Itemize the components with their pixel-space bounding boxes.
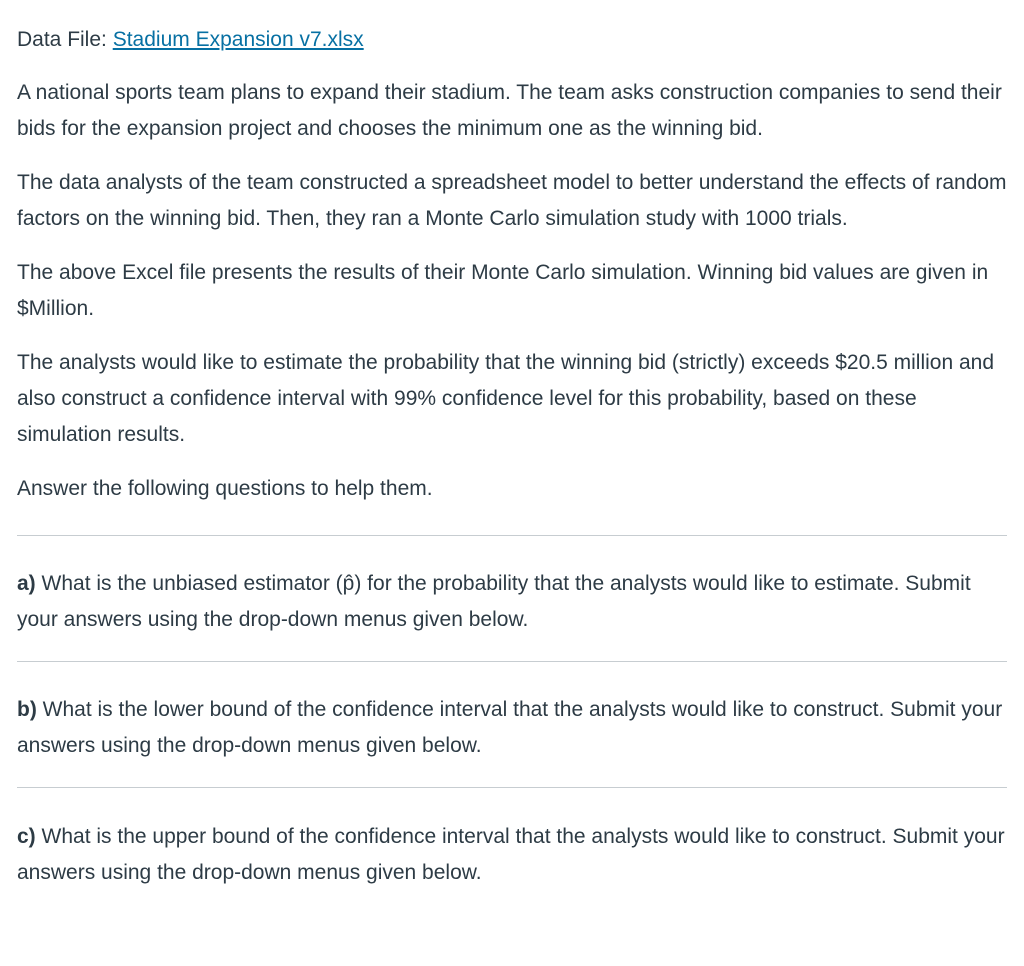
divider <box>17 787 1007 788</box>
data-file-label: Data File: <box>17 28 107 51</box>
question-c <box>17 819 1008 891</box>
question-b-label: b) <box>17 698 37 721</box>
data-file-link[interactable]: Stadium Expansion v7.xlsx <box>112 28 364 51</box>
question-a <box>17 566 1008 638</box>
question-b <box>17 692 1008 764</box>
question-c-label: c) <box>17 825 36 848</box>
intro-paragraph-3: The above Excel file presents the results of their Monte Carlo simulation. Winning bid values are given in $Million. <box>17 261 989 320</box>
intro-paragraph-5: Answer the following questions to help them. <box>17 477 433 500</box>
question-a-label: a) <box>17 572 36 595</box>
intro-paragraph-4: The analysts would like to estimate the probability that the winning bid (strictly) exceeds $20.5 million and also construct a confidence interval with 99% confidence level for this probability, based on these simulation results. <box>17 351 995 446</box>
intro-paragraph-2: The data analysts of the team constructed a spreadsheet model to better understand the effects of random factors on the winning bid. Then, they ran a Monte Carlo simulation study with 1000 trials. <box>17 171 1007 230</box>
divider <box>17 535 1007 536</box>
question-c-text: What is the upper bound of the confidence interval that the analysts would like to construct. Submit your answers using the drop-down menus given below. <box>17 825 1005 884</box>
data-file-line <box>17 22 1008 58</box>
question-b-text: What is the lower bound of the confidence interval that the analysts would like to construct. Submit your answers using the drop-down menus given below. <box>17 698 1003 757</box>
intro-paragraph-1: A national sports team plans to expand their stadium. The team asks construction companies to send their bids for the expansion project and chooses the minimum one as the winning bid. <box>17 81 1002 140</box>
divider <box>17 661 1007 662</box>
question-a-text: What is the unbiased estimator (p̂) for the probability that the analysts would like to estimate. Submit your answers using the drop-down menus given below. <box>17 572 971 631</box>
